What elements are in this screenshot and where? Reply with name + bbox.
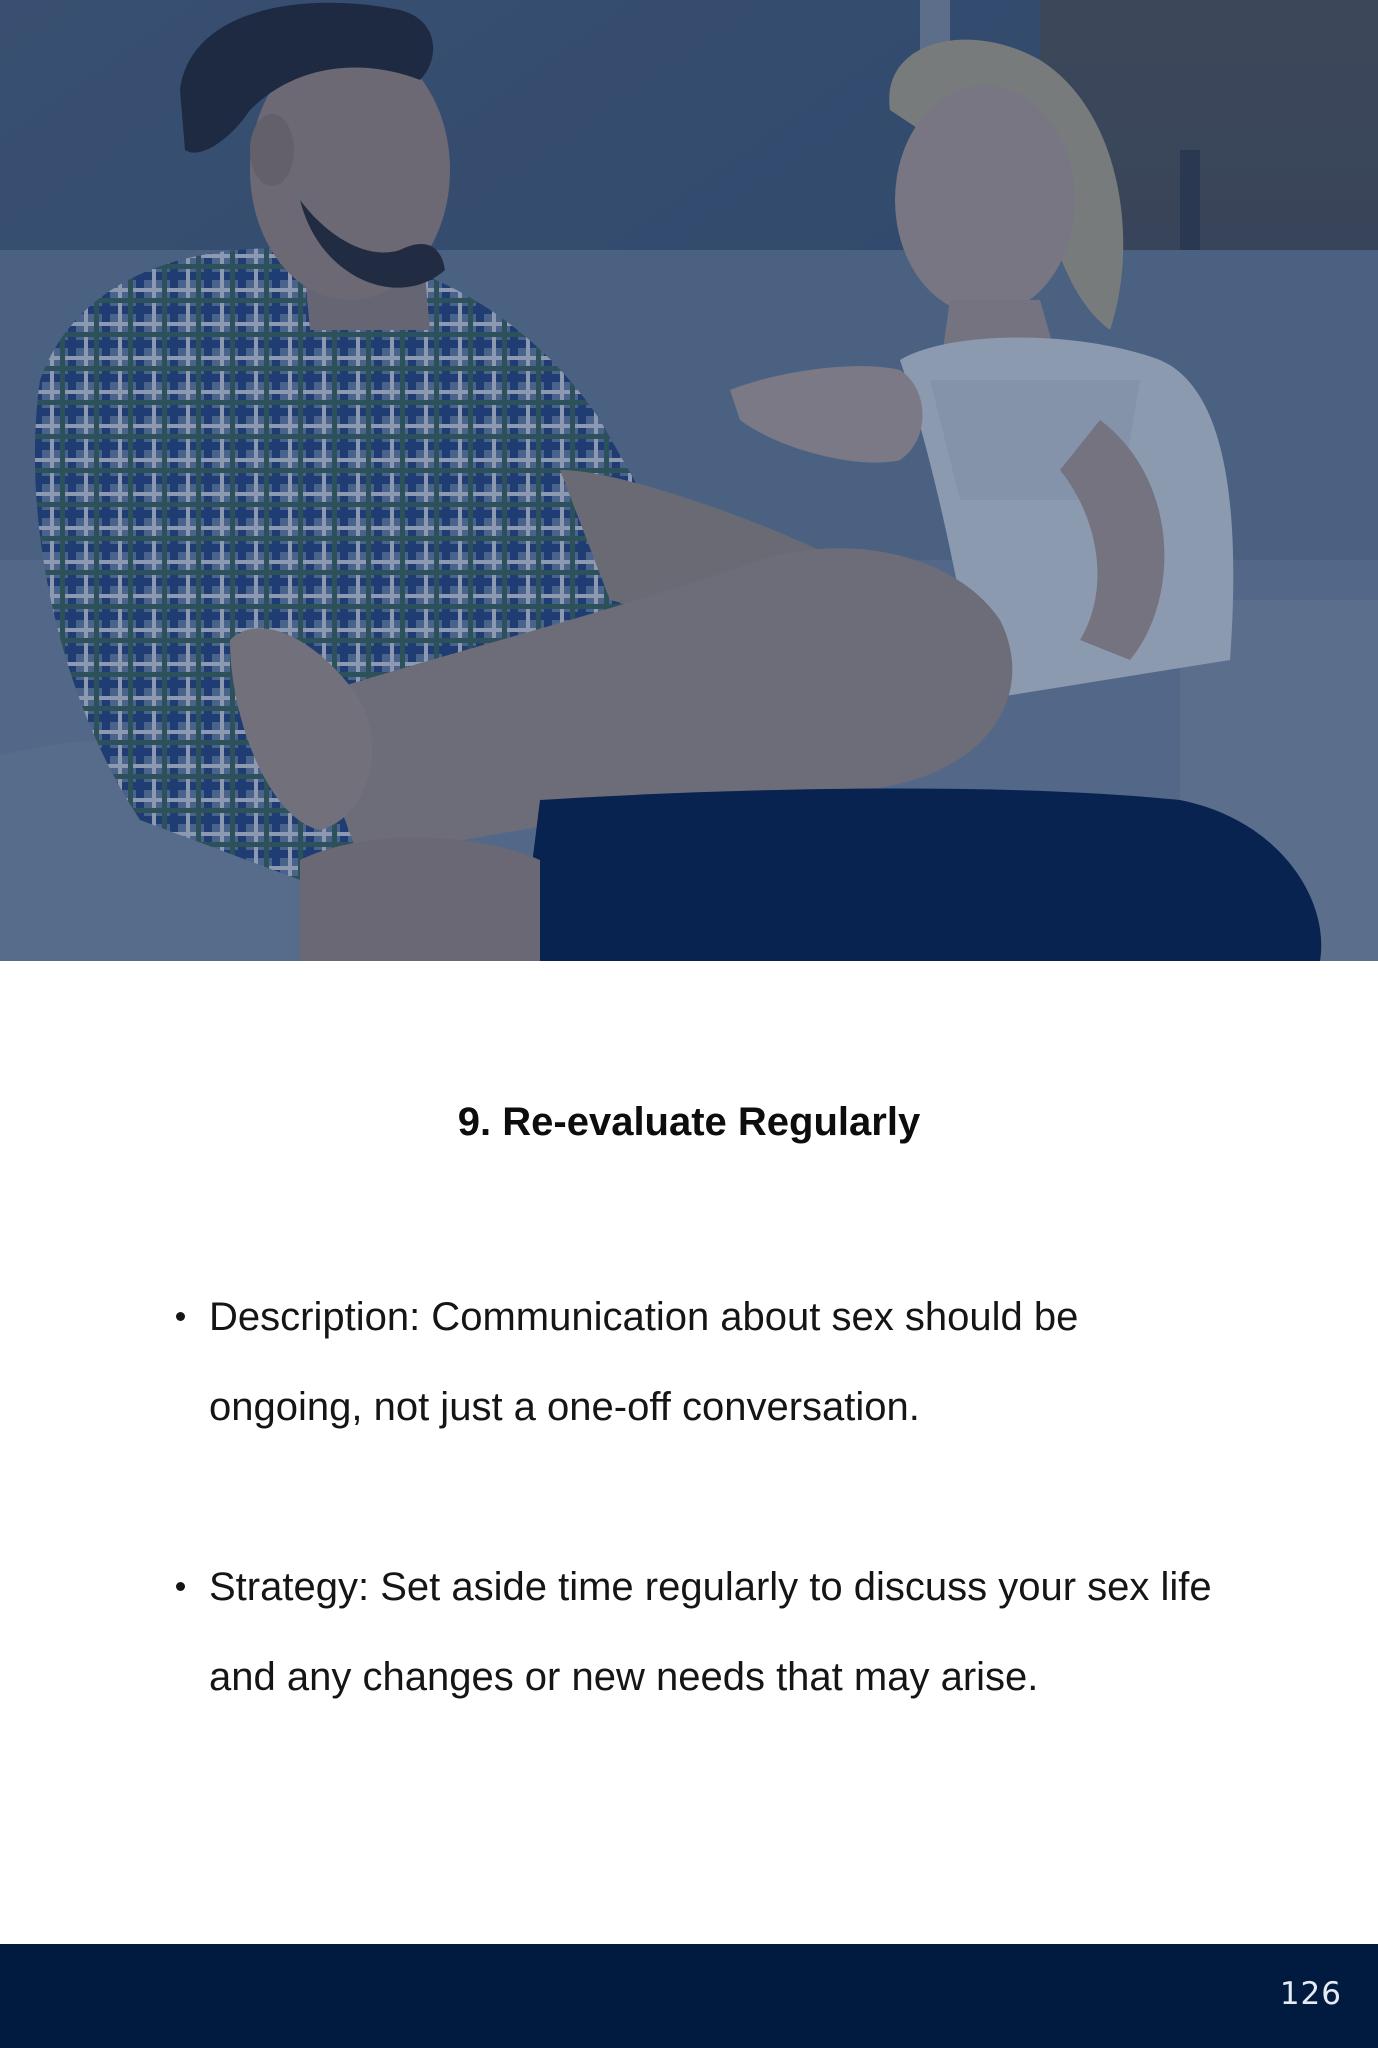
bullet-text: Description: Communication about sex should be ongoing, not just a one-off conversation.: [209, 1295, 1079, 1429]
bullet-list: [158, 1272, 1218, 1812]
bullet-item-description: [158, 1272, 1218, 1452]
bullet-text: Strategy: Set aside time regularly to discuss your sex life and any changes or new needs that may arise.: [209, 1565, 1212, 1699]
page-footer: [0, 1944, 1378, 2048]
bullet-item-strategy: [158, 1542, 1218, 1722]
hero-photo: [0, 0, 1378, 961]
bullet-dot-icon: [176, 1582, 185, 1591]
bullet-dot-icon: [176, 1312, 185, 1321]
couple-photo-illustration: [0, 0, 1378, 961]
section-title: 9. Re-evaluate Regularly: [457, 1100, 921, 1144]
page-number: 126: [1279, 1976, 1342, 2012]
